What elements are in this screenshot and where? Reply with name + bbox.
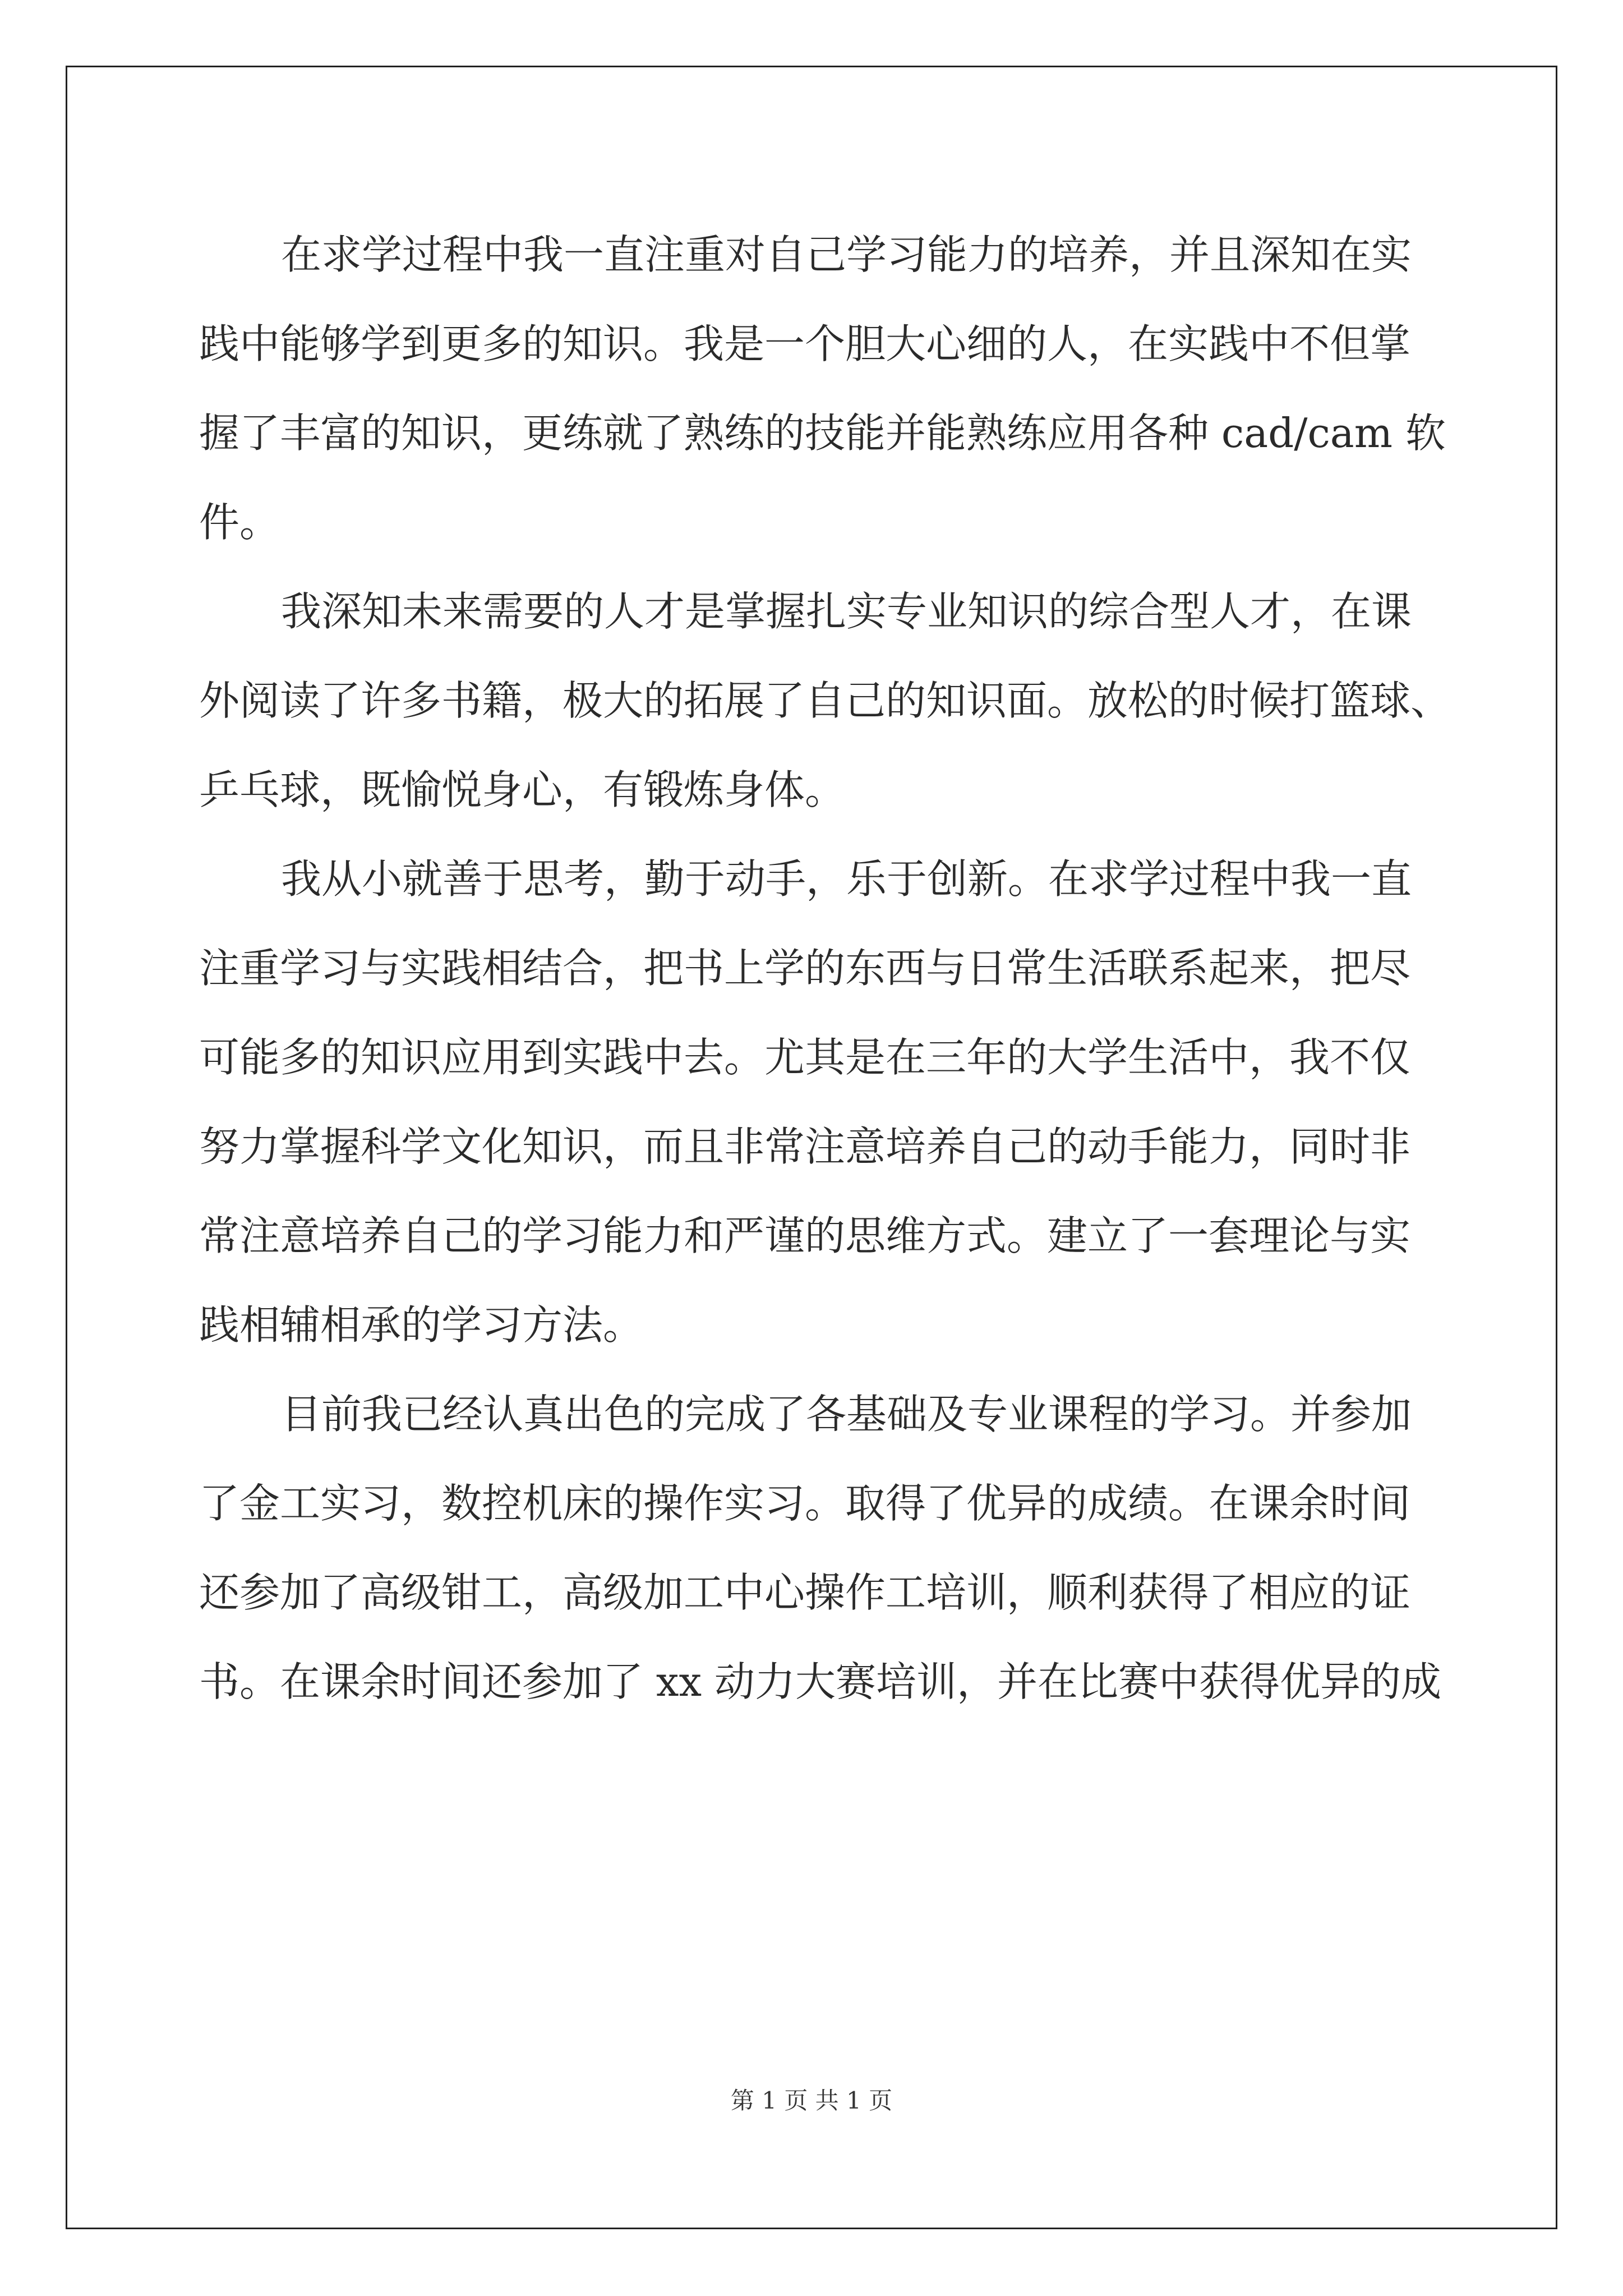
text-line: 件。	[199, 499, 280, 546]
text-line: 践中能够学到更多的知识。我是一个胆大心细的人，在实践中不但掌	[199, 320, 1411, 367]
text-line: 注重学习与实践相结合，把书上学的东西与日常生活联系起来，把尽	[199, 945, 1411, 992]
text-line: 我深知未来需要的人才是掌握扎实专业知识的综合型人才，在课	[281, 588, 1412, 635]
text-line: 了金工实习，数控机床的操作实习。取得了优异的成绩。在课余时间	[199, 1480, 1411, 1527]
page-number-footer: 第 1 页 共 1 页	[730, 2087, 893, 2114]
text-line: 常注意培养自己的学习能力和严谨的思维方式。建立了一套理论与实	[199, 1212, 1411, 1259]
text-line: 外阅读了许多书籍，极大的拓展了自己的知识面。放松的时候打篮球、	[199, 677, 1451, 724]
text-line: 乒乓球，既愉悦身心，有锻炼身体。	[199, 766, 846, 813]
text-line: 努力掌握科学文化知识，而且非常注意培养自己的动手能力，同时非	[199, 1123, 1411, 1170]
text-line: 我从小就善于思考，勤于动手，乐于创新。在求学过程中我一直	[281, 855, 1412, 903]
text-line: 践相辅相承的学习方法。	[199, 1301, 644, 1349]
text-line: 目前我已经认真出色的完成了各基础及专业课程的学习。并参加	[281, 1391, 1412, 1438]
text-line: 还参加了高级钳工，高级加工中心操作工培训，顺利获得了相应的证	[199, 1569, 1411, 1616]
text-line: 可能多的知识应用到实践中去。尤其是在三年的大学生活中，我不仅	[199, 1034, 1411, 1081]
document-body	[199, 210, 1472, 1727]
text-line: 在求学过程中我一直注重对自己学习能力的培养，并且深知在实	[281, 231, 1412, 278]
text-line: 握了丰富的知识，更练就了熟练的技能并能熟练应用各种 cad/cam 软	[199, 409, 1446, 457]
text-line: 书。在课余时间还参加了 xx 动力大赛培训，并在比赛中获得优异的成	[199, 1658, 1441, 1705]
